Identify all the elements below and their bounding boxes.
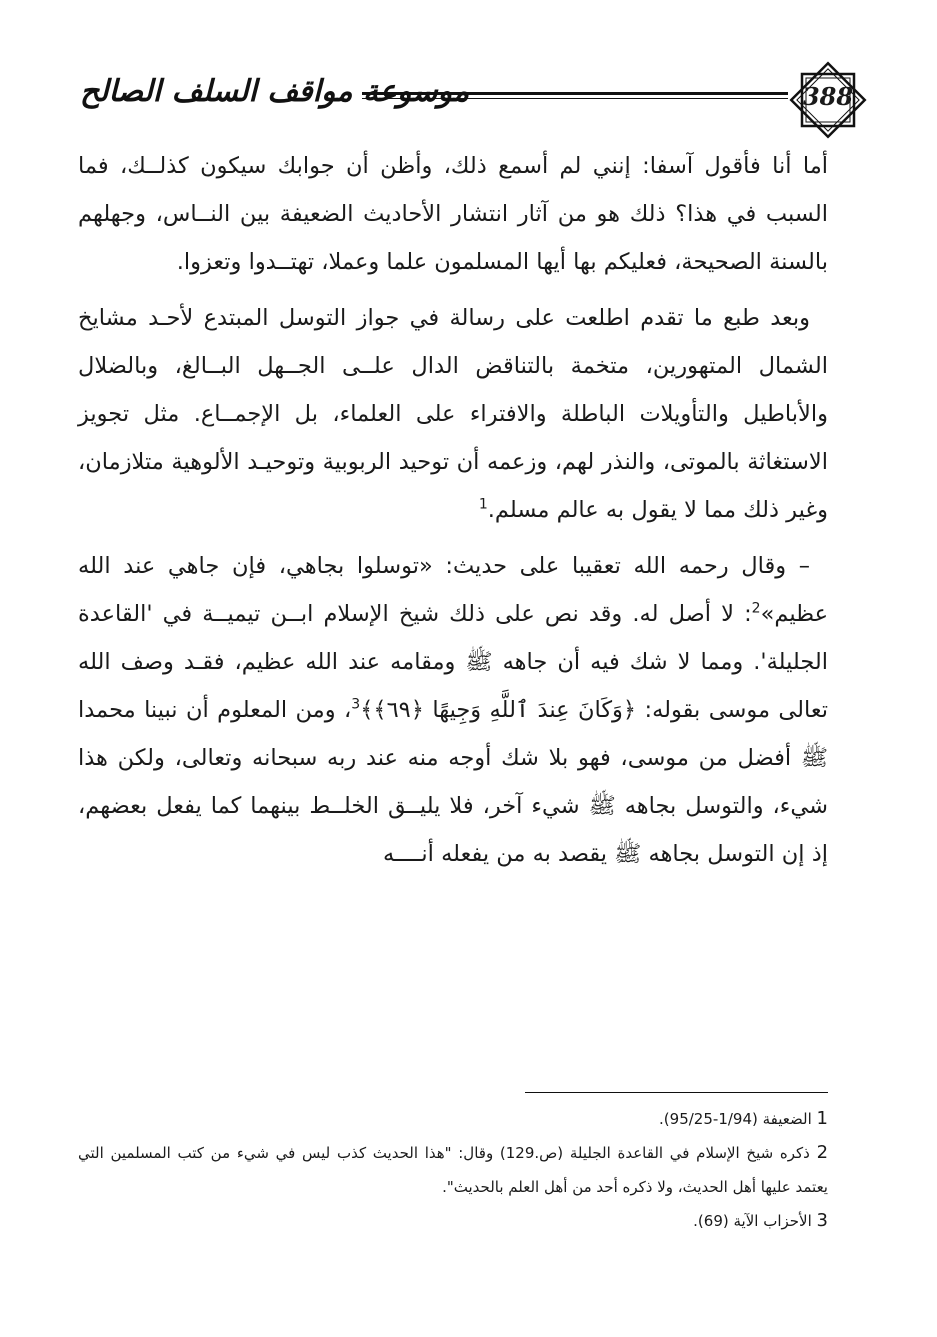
- footnote-ref: 2: [751, 600, 761, 617]
- footnote: [78, 1136, 828, 1204]
- footnote-ref: 1: [478, 496, 488, 513]
- main-text: [78, 142, 828, 878]
- paragraph-text: : لا أصل له. وقد نص على ذلك شيخ الإسلام ابــن تيميــة في 'القاعدة الجليلة'. ومما لا شك فيه أن جاهه ﷺ ومقامه عند الله عظيم، فقـد وصف الله تعالى موسى بقوله: ﴿وَكَانَ عِندَ ٱللَّهِ وَجِيهًا ﴿٦٩﴾﴾: [78, 601, 828, 723]
- paragraph: [78, 294, 828, 534]
- page-number-badge: [788, 60, 868, 140]
- paragraph-text: – وقال رحمه الله تعقيبا على حديث: «توسلوا بجاهي، فإن جاهي عند الله عظيم»: [78, 553, 828, 627]
- page-number: 388: [802, 82, 854, 111]
- running-header: [40, 60, 854, 140]
- footnote-text: الأحزاب الآية (69).: [693, 1212, 812, 1230]
- footnote-text: ذكره شيخ الإسلام في القاعدة الجليلة (ص.129) وقال: "هذا الحديث كذب ليس في شيء من كتب المسلمين التي يعتمد عليها أهل الحديث، ولا ذكره أحد من أهل العلم بالحديث".: [78, 1144, 828, 1196]
- footnote-text: الضعيفة (1/94-95/25).: [659, 1110, 812, 1128]
- footnote: [78, 1102, 828, 1136]
- footnote-ref: 3: [351, 696, 361, 713]
- footnotes: [78, 1102, 828, 1238]
- footnote-separator: [525, 1092, 828, 1093]
- footnote: [78, 1204, 828, 1238]
- paragraph-text: ، ومن المعلوم أن نبينا محمدا ﷺ أفضل من موسى، فهو بلا شك أوجه منه عند ربه سبحانه وتعالى، ولكن هذا شيء، والتوسل بجاهه ﷺ شيء آخر، فلا يليــق الخلــط بينهما كما يفعل بعضهم، إذ إن التوسل بجاهه ﷺ يقصد به من يفعله أنــــه: [78, 697, 828, 867]
- book-title: موسوعة مواقف السلف الصالح: [80, 74, 470, 109]
- header-rule: [362, 92, 788, 95]
- footnote-number: 1: [816, 1108, 828, 1129]
- paragraph: أما أنا فأقول آسفا: إنني لم أسمع ذلك، وأظن أن جوابك سيكون كذلــك، فما السبب في هذا؟ ذلك هو من آثار انتشار الأحاديث الضعيفة بين النــاس، وجهلهم بالسنة الصحيحة، فعليكم بها أيها المسلمون علما وعملا، تهتــدوا وتعزوا.: [78, 153, 828, 275]
- header-rule-thin: [362, 98, 788, 99]
- footnote-number: 2: [816, 1142, 829, 1163]
- footnote-number: 3: [816, 1210, 828, 1231]
- paragraph: [78, 542, 828, 878]
- paragraph-text: وبعد طبع ما تقدم اطلعت على رسالة في جواز التوسل المبتدع لأحـد مشايخ الشمال المتهورين، متخمة بالتناقض الدال علــى الجــهل البــالغ، وبالضلال والأباطيل والتأويلات الباطلة والافتراء على العلماء، بل الإجمــاع. مثل تجويز الاستغاثة بالموتى، والنذر لهم، وزعمه أن توحيد الربوبية وتوحيـد الألوهية متلازمان، وغير ذلك مما لا يقول به عالم مسلم.: [78, 305, 828, 523]
